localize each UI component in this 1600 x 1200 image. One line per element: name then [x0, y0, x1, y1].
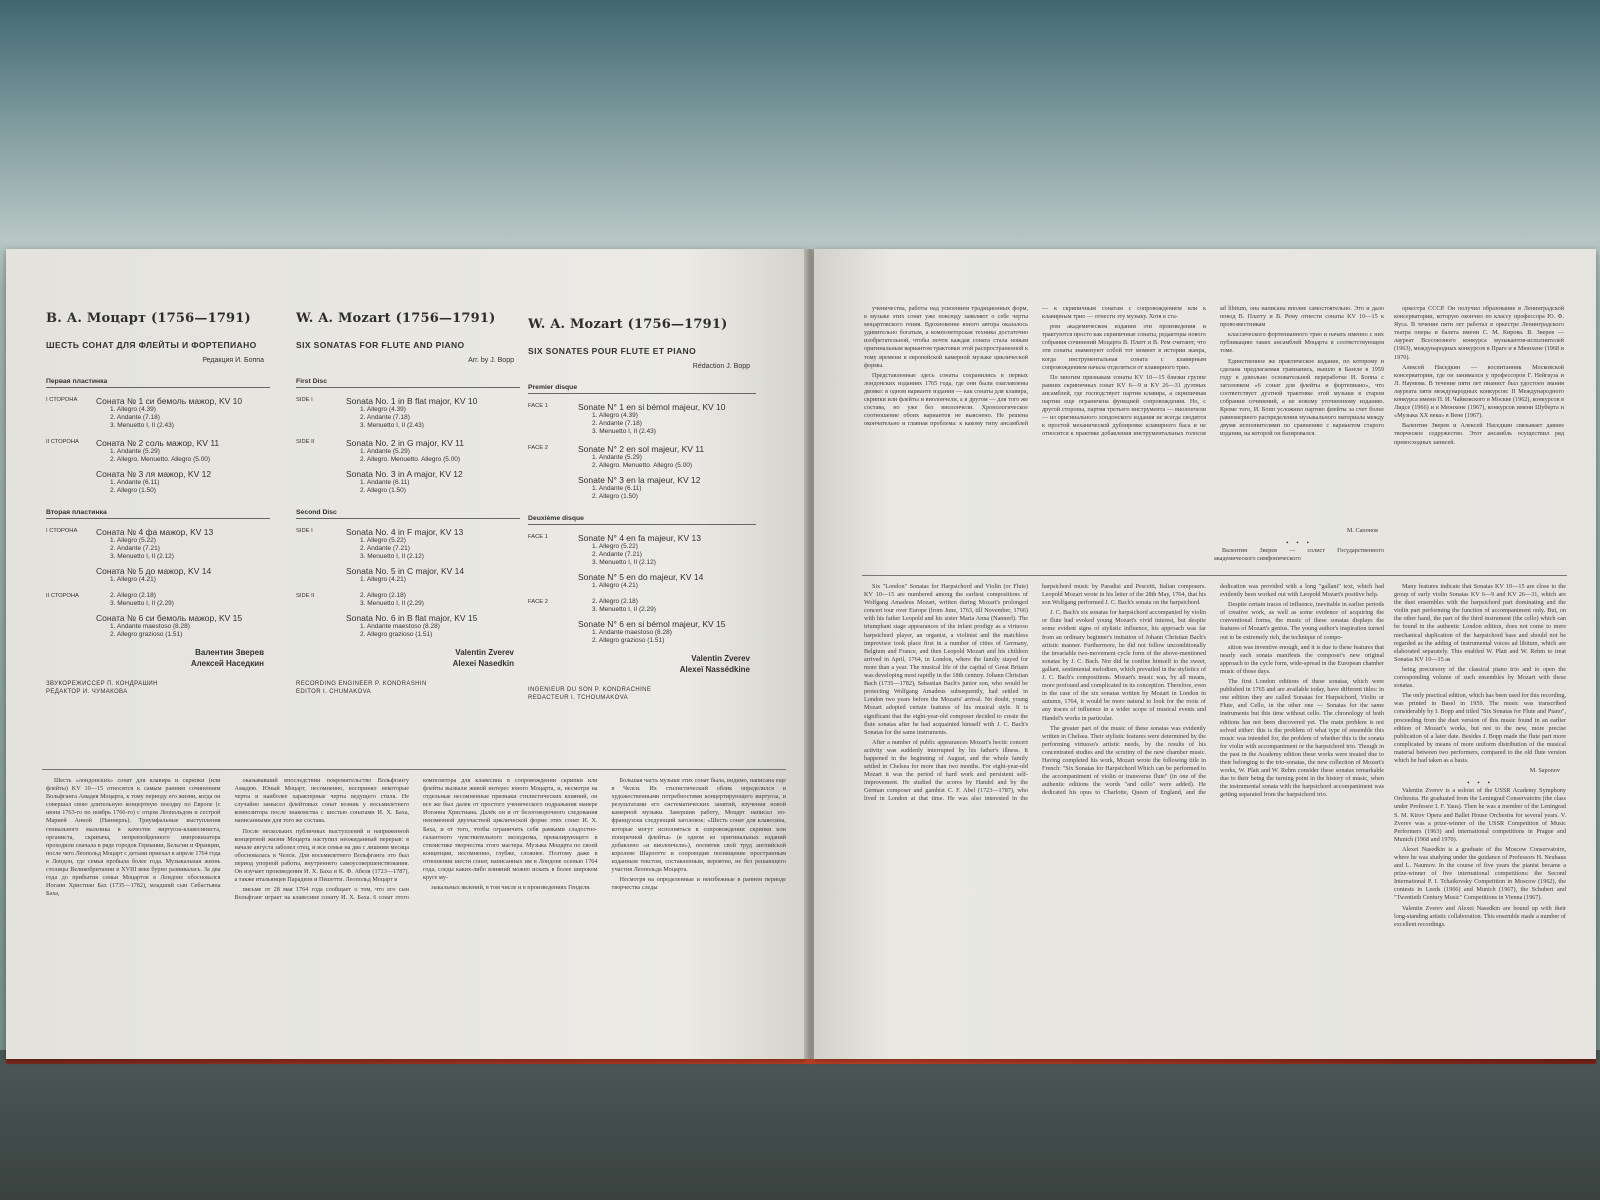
- movement: 2. Allegro grazioso (1.51): [360, 631, 433, 638]
- movement: 2. Allegro. Menuetto. Allegro (5.00): [592, 462, 693, 469]
- movement: 1. Andante maestoso (8.28): [592, 629, 672, 636]
- movement: 1. Allegro (4.39): [360, 406, 406, 413]
- sonata: [96, 438, 270, 464]
- movement: 2. Andante (7.21): [592, 551, 642, 558]
- disc-label: Second Disc: [296, 509, 520, 519]
- essay-paragraph: being precursory of the classical piano trio and to open the corresponding volume of such ensembles by Mozart with these sonatas.: [1394, 665, 1566, 690]
- movement: 2. Allegro (1.50): [592, 493, 638, 500]
- movement: 1. Allegro (5.22): [592, 543, 638, 550]
- bio-russian-col4: [1394, 305, 1564, 447]
- side-block: [296, 438, 520, 495]
- movement: 3. Menuetto I, II (2.43): [110, 422, 174, 429]
- sonata: [578, 572, 756, 590]
- sonata-title: Sonate N° 6 en si bémol majeur, KV 15: [578, 619, 726, 629]
- movement: 2. Allegro. Menuetto. Allegro (5.00): [360, 456, 461, 463]
- movement: 1. Andante (6.11): [360, 479, 410, 486]
- bio-paragraph: Алексей Наседкин — воспитанник Московской консерватории, где он занимался у профессоров Г. Нейгауза и Л. Наумова. В течение пяти лет пианист был удостоен звания лауреата пяти международных конкурсов: II Международного конкурса имени П. И. Чайковского в Москве (1962), конкурсов в Лидсе (1966) и в Мюнхене (1967), конкурсов имени Шуберта и «Музыка XX века» в Вене (1967).: [1394, 363, 1564, 420]
- side-label: SIDE I: [296, 397, 313, 403]
- essay-paragraph: Несмотря на определенные и неизбежные в раннем периоде творчества следы: [611, 876, 786, 892]
- movement: 1. Allegro (4.21): [110, 576, 156, 583]
- essay-paragraph: По многим признакам сонаты KV 10—15 близки группе ранних скрипичных сонат KV 6—9 и KV 26—31 дуэтных ансамблей, где господствует партия клавира, а скрипичная партия еще ограничена функцией сопровождения. Но, с другой стороны, партия третьего инструмента — виолончели — из оригинального лондонского издания не всегда сводится к простой механической дублировке клавирного баса и не относится к практике добавления инструментальных голосов ad libitum, она написана вполне самостоятельно. Это и дало повод В. Платту и В. Рему отнести сонаты KV 10—15 к провозвестникам: [1042, 305, 1384, 438]
- sonata: [96, 469, 270, 495]
- essay-paragraph: оказывавший впоследствии покровительство Вольфгангу Амадею. Юный Моцарт, несомненно, воспринял некоторые черты и наиболее характерные черты ведущего стиля. Не случайно замысел флейтовых сонат возник у восьмилетнего композитора после знакомства с шестью сонатами И. Х. Баха, написанными для того же состава.: [234, 777, 409, 825]
- side-block: [296, 592, 520, 639]
- movement: 1. Andante maestoso (8.28): [110, 623, 190, 630]
- essay-english: [864, 583, 1384, 1053]
- sonata: [346, 527, 520, 561]
- sonata-title: Соната № 2 соль мажор, KV 11: [96, 438, 220, 448]
- heading: W. A. Mozart (1756—1791): [296, 311, 496, 326]
- credit-line: REDACTEUR I. TCHOUMAKOVA: [528, 694, 629, 701]
- sonata: [578, 444, 756, 470]
- separator-dots: • • •: [1467, 779, 1493, 788]
- sonata: [346, 396, 520, 430]
- performers: [528, 653, 756, 675]
- essay-paragraph: письме от 28 мая 1764 года сообщает о том, что его сын Вольфганг играет на клавесине сонату И. Х. Баха. 6 сонат этого композитора для клавесина в сопровождении скрипки или флейты вызвали живой интерес юного Моцарта, и, несмотря на отдельные несомненные признаки стилистических влияний, он все же был далек от простого ученического подражания манере Иоганна Христиана. Далёк он и от безоговорочного следования неизменной двухчастной циклической форме этих сонат И. Х. Баха, и от того, чтобы ограничить себя рамками сладостно-галантного чувствительного мелодизма, превалирующего в стилистике творчества этого мастера. Музыка Моцарта по своей концепции, несомненно, глубже, сложнее. Поэтому даже в отношении шести сонат, написанных им в Лондоне осенью 1764 года, следы каких-либо влияний можно искать в более широком круге му-: [234, 777, 598, 902]
- movement: 2. Andante (7.18): [360, 414, 410, 421]
- movement: 2. Allegro (2.18): [360, 592, 406, 599]
- essay-paragraph: ученичества, работы над усвоением традиционных форм, в музыке этих сонат уже повсюду заявляют о себе черты моцартовского гения. Вдохновение юного автора оказалось удивительно богатым, а композиторская техника достаточно изобретательной, чтобы почти каждая соната стала новым оригинальным вариантом трактовки этой распространенной к тому времени в европейской камерной музыке циклической формы.: [864, 305, 1028, 369]
- essay-paragraph: The only practical edition, which has been used for this recording, was printed in Basel in 1959. The music was transcribed considerably by I. Bopp and titled "Six Sonatas for Flute and Piano", proceeding from the duet version of this music found in an earlier edition of Mozart's works, but not to the new, more precise publication of a later date. Besides J. Bopp made the flute part more complicated by means of more uniform distribution of the musical material between two performers, compared to the old flute version which he had taken as a basis.: [1394, 692, 1566, 764]
- credits: [46, 681, 270, 696]
- movement: 3. Menuetto I, II (2.29): [110, 600, 174, 607]
- bio-paragraph: Alexei Nasedkin is a graduate of the Moscow Conservatoire, where he was studying under the guidance of Professors H. Neuhaus and L. Naumov. In the course of five years the pianist became a prize-winner of five international competitions: the Second International P. I. Tchaikovsky Competition in Moscow (1962), the contests in Leeds (1966) and Munich (1967), the Schubert and "Twentieth Century Music" Competitions in Vienna (1967).: [1394, 845, 1566, 902]
- sonata: [578, 533, 756, 567]
- sonata: [578, 619, 756, 645]
- essay-paragraph: Большая часть музыки этих сонат была, видимо, написана еще в Челси. Их стилистический облик определился и художественными потребностями концертирующего виртуоза, и результатами его систематических занятий, изучения новой камерной музыки. Завершив работу, Моцарт написал по-французски следующий заголовок: «Шесть сонат для клавесина, которые могут исполняться в сопровождении скрипки или поперечной флейты» (в одном из оригинальных изданий добавлено «и виолончели»), посвятив свой труд английской королеве Шарлотте и сопроводив посвящение пространным изданным текстом, составленным, вероятно, не без решающего участия Леопольда Моцарта.: [611, 777, 786, 874]
- performers: [46, 647, 270, 669]
- bio-paragraph: Валентин Зверев и Алексей Наседкин связывает давнее творческое содружество. Этот ансамбль осуществил ряд превосходных записей.: [1394, 422, 1564, 446]
- movement: 2. Andante (7.21): [360, 545, 410, 552]
- sonata: [578, 402, 756, 436]
- sonata: [96, 396, 270, 430]
- russian-signature: М. Сапонов: [1346, 527, 1378, 534]
- discs: [46, 378, 270, 639]
- bio-russian: [1394, 305, 1564, 575]
- movement: 2. Andante (7.18): [110, 414, 160, 421]
- separator-dots: • • •: [1286, 539, 1312, 548]
- sonata-title: Соната № 1 си бемоль мажор, KV 10: [96, 396, 243, 406]
- side-label: I СТОРОНА: [46, 397, 78, 403]
- side-block: [528, 402, 756, 436]
- sonata-title: Sonate N° 3 en la majeur, KV 12: [578, 475, 701, 485]
- movement: 3. Menuetto I, II (2.29): [592, 606, 656, 613]
- essay-paragraph: Единственное же практическое издание, по которому и сделана предлагаемая грамзапись, вышло в Базеле в 1959 году в довольно основательной переработке И. Боппа с заголовком «6 сонат для флейты и фортепиано», что соответствует дуэтной трактовке этой музыки в старом собрании сочинений, а не новому уточненному изданию. Кроме того, И. Бопп усложнил партию флейты за счет более равномерного распределения музыкального материала между двумя исполнителями по сравнению с вариантом старого издания, на которой он базировался.: [1220, 357, 1384, 438]
- essay-paragraph: The first London editions of these sonatas, which were published in 1765 and are available today, have different titles: in one edition they are called Sonatas for Harpsichord, Violin or Flute, and Cello, in the other one — Sonatas for the same instruments but this time without cello. The chronology of both editions has not been discovered yet. The main problem is not solved either: this is the problem of what type of ensemble this music was intended for, the problem of whether this is the sonata for violin with accompaniment or the harpsichord trio. Though in the past in the Academy edition these works were treated due to their belonging to the trio-sonatas, the new collection of Mozart's works, W. Platt and W. Rehm consider these sonatas remarkable due to their being the turning point in the history of music, when the instrumental sonata with the harpsichord accompaniment was getting separated from the harpsichord trio.: [1220, 678, 1384, 799]
- sonata: [346, 469, 520, 495]
- sonata: [96, 566, 270, 584]
- side-block: [528, 533, 756, 590]
- movement: 2. Allegro grazioso (1.51): [592, 637, 665, 644]
- editor: Редакция И. Боппа: [202, 357, 264, 364]
- movement: 1. Andante (5.29): [110, 448, 160, 455]
- movement: 1. Andante (6.11): [110, 479, 160, 486]
- sonata-title: Sonata No. 2 in G major, KV 11: [346, 438, 464, 448]
- sonata-title: Соната № 5 до мажор, KV 14: [96, 566, 212, 576]
- bios: [1394, 787, 1566, 929]
- bio-paragraph: Valentin Zverev is a soloist of the USSR Academy Symphony Orchestra. He graduated from the Leningrad Conservatoire (the class under Professor I. F. Yaus). Then he was a member of the Leningrad S. M. Kirov Opera and Ballet House Orchestra for several years. V. Zverev was a prize-winner of the USSR Competition of Music Performers (1963) and international competitions in Prague and Munich (1968 and 1970).: [1394, 787, 1566, 843]
- credit-line: ЗВУКОРЕЖИССЕР П. КОНДРАШИН: [46, 681, 158, 687]
- sonata-title: Sonate N° 5 en do majeur, KV 14: [578, 572, 704, 582]
- sonata-title: Sonata No. 4 in F major, KV 13: [346, 527, 464, 537]
- sonata-title: Sonate N° 1 en si bémol majeur, KV 10: [578, 402, 726, 412]
- movement: 2. Allegro (1.50): [110, 487, 156, 494]
- essay-paragraph: sition was inventive enough, and it is due to these features that nearly each sonata manifests the composer's new original approach to the cycle form, wide-spread in the European chamber music of those days.: [1220, 643, 1384, 675]
- sonata-title: Sonata No. 1 in B flat major, KV 10: [346, 396, 478, 406]
- movement: 1. Andante maestoso (8.28): [360, 623, 440, 630]
- tracklist-english: [296, 311, 520, 696]
- movement: 2. Allegro. Menuetto. Allegro (5.00): [110, 456, 211, 463]
- subheading: ШЕСТЬ СОНАТ ДЛЯ ФЛЕЙТЫ И ФОРТЕПИАНО: [46, 340, 257, 350]
- russian-signature-block: [1214, 525, 1384, 575]
- movement: 2. Andante (7.21): [110, 545, 160, 552]
- movement: 3. Menuetto I, II (2.12): [592, 559, 656, 566]
- disc-label: Premier disque: [528, 384, 756, 394]
- left-page: [6, 249, 806, 1059]
- credit-line: RECORDING ENGINEER P. KONDRASHIN: [296, 681, 427, 687]
- credits: [296, 681, 520, 696]
- movement: 3. Menuetto I, II (2.43): [592, 428, 656, 435]
- sonata: [346, 566, 520, 584]
- heading: В. А. Моцарт (1756—1791): [46, 311, 251, 326]
- essay-russian: [46, 777, 786, 1052]
- performer-name: Valentin Zverev: [455, 648, 514, 657]
- discs: [296, 378, 520, 639]
- side-block: [528, 598, 756, 645]
- editor: Rédaction J. Bopp: [692, 363, 750, 370]
- side-label: II СТОРОНА: [46, 593, 79, 599]
- movement: 1. Allegro (4.21): [360, 576, 406, 583]
- essay-paragraph: Шесть «лондонских» сонат для клавира и скрипки (или флейты) KV 10—15 относятся к самым ранним сочинениям Вольфганга Амадея Моцарта, к тому периоду его жизни, когда он совершал свою длительную концертную поездку по Европе (с июня 1763-го по ноябрь 1766-го) с отцом Леопольдом и сестрой Марией Анной (Наннерль). Триумфальные выступления гениального мальчика в качестве виртуоза-клавесиниста, органиста, скрипача, непревзойденного импровизатора проходили сначала в ряде городов Германии, Бельгии и Франции, после чего Леопольд Моцарт с детьми приехал в апреле 1764 года в Лондон, где семья пробыла более года. Музыкальная жизнь столицы Великобритании в XVIII веке бурно развивалась. За два года до прибытия семьи Моцартов в Лондоне обосновался Иоганн Христиан Бах (1735—1782), младший сын Себастьяна Баха,: [46, 777, 221, 898]
- movement: 1. Allegro (4.39): [110, 406, 156, 413]
- essay-english-tail: [1394, 583, 1566, 765]
- essay-paragraph: Представленные здесь сонаты сохранились в первых лондонских изданиях 1765 года, где они были озаглавлены двояко: в одном варианте издания — как сонаты для клавира, скрипки или флейты и виолончели, а в другом — для того же состава, но уже без виолончели. Хронологическое соотношение обоих вариантов не выяснено. Не решена окончательно и главная проблема: к какому типу ансамблей — к скрипичным сонатам с сопровождением или к клавирным трио — отнести эту музыку. Хотя в ста-: [864, 305, 1206, 428]
- movement: 2. Andante (7.18): [592, 420, 642, 427]
- credit-line: EDITOR I. CHUMAKOVA: [296, 688, 372, 695]
- movement: 2. Allegro (2.18): [592, 598, 638, 605]
- side-label: SIDE II: [296, 593, 315, 599]
- movement: 2. Allegro (1.50): [360, 487, 406, 494]
- essay-paragraph: ром академическом издании эти произведения и трактуются просто как скрипичные сонаты, редакторы нового собрания сочинений Моцарта В. Платт и В. Рем считают, что эти сонаты знаменуют собой тот момент в истории жанра, когда инструментальная соната с клавирным сопровождением начала отделяться от клавирного трио.: [1042, 323, 1206, 371]
- movement: 3. Menuetto I, II (2.12): [360, 553, 424, 560]
- tracklist-russian: [46, 311, 270, 696]
- bio-paragraph: оркестра СССР. Он получил образование в Ленинградской консерватории, которую окончил по классу профессора Ю. Ф. Яуса. В течение пяти лет работал в оркестре Ленинградского театра оперы и балета имени С. М. Кирова. В. Зверев — лауреат Всесоюзного конкурса музыкантов-исполнителей (1963), международных конкурсов в Праге и в Мюнхене (1968 и 1970).: [1394, 305, 1564, 361]
- side-label: I СТОРОНА: [46, 528, 78, 534]
- side-label: FACE 1: [528, 403, 548, 409]
- side-label: II СТОРОНА: [46, 439, 79, 445]
- side-label: SIDE I: [296, 528, 313, 534]
- sonata-title: Соната № 3 ля мажор, KV 12: [96, 469, 212, 479]
- sonata: [578, 598, 756, 614]
- performer-name: Валентин Зверев: [195, 648, 264, 657]
- english-bios: [1394, 583, 1566, 1053]
- divider-rule: [42, 769, 786, 770]
- sonata-title: Sonate N° 4 en fa majeur, KV 13: [578, 533, 701, 543]
- sonata: [96, 592, 270, 608]
- russian-bio-zverev: Валентин Зверев — солист Государственного академического симфонического: [1214, 547, 1384, 563]
- sonata-title: Sonata No. 5 in C major, KV 14: [346, 566, 465, 576]
- side-block: [46, 527, 270, 584]
- side-block: [296, 527, 520, 584]
- movement: 3. Menuetto I, II (2.12): [110, 553, 174, 560]
- side-block: [528, 444, 756, 501]
- sonata: [96, 527, 270, 561]
- side-block: [46, 438, 270, 495]
- essay-paragraph: Six "London" Sonatas for Harpsichord and Violin (or Flute) KV 10—15 are numbered among the earliest compositions of Wolfgang Amadeus Mozart, written during Mozart's prolonged concert tour over Europe (from June, 1763, till November, 1766) with his father Leopold and his sister Maria Anna (Nannerl). The triumphant stage appearances of the infant prodigy as a virtuoso harpsichord player, an organist, a violinist and the matchless improvisor took place first in a number of cities of Germany, Belgium and France, and then Leopold Mozart and his children arrived in April, 1764, in London, where the family stayed for more than a year. The musical life of the capital of Great Britain was developing most rapidly in the 18th century. Johann Christian Bach (1735—1782), Sebastian Bach's junior son, who would be protecting Wolfgang Amadeus subsequently, had settled in London two years before the Mozarts' arrival. No doubt, young Mozart adopted certain features of his musical style. It is significant that the eight-year-old composer decided to create the flute sonatas after he had acquainted himself with J. C. Bach's Sonatas for the same instruments.: [864, 583, 1028, 736]
- divider-rule: [862, 575, 1567, 576]
- sonata-title: Sonate N° 2 en sol majeur, KV 11: [578, 444, 705, 454]
- subheading: SIX SONATAS FOR FLUTE AND PIANO: [296, 340, 465, 350]
- sonata: [346, 613, 520, 639]
- editor: Arr. by J. Bopp: [468, 357, 514, 364]
- discs: [528, 384, 756, 645]
- movement: 1. Andante (5.29): [592, 454, 642, 461]
- side-block: [46, 396, 270, 430]
- disc-label: Deuxième disque: [528, 515, 756, 525]
- performer-name: Valentin Zverev: [691, 654, 750, 663]
- disc-label: Первая пластинка: [46, 378, 270, 388]
- essay-paragraph: зыкальных явлений, в том числе и в произведениях Генделя.: [431, 884, 591, 892]
- side-label: FACE 2: [528, 445, 548, 451]
- side-block: [46, 592, 270, 639]
- disc-label: First Disc: [296, 378, 520, 388]
- movement: 2. Allegro (2.18): [110, 592, 156, 599]
- subheading: SIX SONATES POUR FLUTE ET PIANO: [528, 346, 697, 356]
- table-surface: [0, 1050, 1600, 1200]
- heading: W. A. Mozart (1756—1791): [528, 317, 728, 332]
- credit-line: РЕДАКТОР И. ЧУМАКОВА: [46, 688, 128, 695]
- essay-paragraph: Despite certain traces of influence, inevitable in earlier periods of creative work, as well as some evidence of acquiring the conventional forms, the music of these sonatas displays the features of Mozart's genius. The young author's inspiration turned out to be extremely rich, the technique of compo-: [1220, 601, 1384, 641]
- performers: [296, 647, 520, 669]
- tracklist-french: [528, 317, 756, 702]
- sonata: [578, 475, 756, 501]
- essay-paragraph: классического фортепианного трио и начать именно с них публикацию таких ансамблей Моцарта в соответствующем томе.: [1220, 331, 1384, 355]
- performer-name: Alexeï Nassédkine: [679, 665, 750, 674]
- movement: 1. Allegro (5.22): [360, 537, 406, 544]
- sonata: [346, 438, 520, 464]
- movement: 1. Andante (5.29): [360, 448, 410, 455]
- essay-paragraph: The greater part of the music of these sonatas was evidently written in Chelsea. Their stylistic features were determined by the performing virtuoso's artistic needs, by the results of his concentrated studies and the scrutiny of the new chamber music. Having completed his work, Mozart wrote the following title in French: "Six Sonatas for Harpsichord Which can be performed to the accompaniment of violin or transverse flute" (in one of the authentic editions the words "and cello" were added). He dedicated his opus to Charlotte, Queen of England, and the dedication was provided with a long "gallant" text, which had evidently been worked out with Leopold Mozart's positive help.: [1042, 583, 1384, 797]
- performer-name: Алексей Наседкин: [190, 659, 264, 668]
- movement: 3. Menuetto I, II (2.43): [360, 422, 424, 429]
- sonata-title: Соната № 4 фа мажор, KV 13: [96, 527, 214, 537]
- movement: 3. Menuetto I, II (2.29): [360, 600, 424, 607]
- essay-paragraph: After a number of public appearances Mozart's hectic concert activity was suddenly interrupted by his father's illness. It happened in the beginning of August, and the whole family settled in Chelsea for more than two months. For eight-year-old Mozart it was the period of hard work and persistent self-improvement. He studied the scores by Handel and by the German composer and gambist C. F. Abel (1723—1787), who lived in London at that time. He was also interested in the harpsichord music by Paradisi and Pescetti, Italian composers. Leopold Mozart wrote in his letter of the 28th May, 1764, that his son Wolfgang performed J. C. Bach's sonata on the harpsichord.: [864, 583, 1206, 803]
- right-page: [814, 249, 1596, 1059]
- sonata-title: Sonata No. 3 in A major, KV 12: [346, 469, 463, 479]
- sonata-title: Sonata No. 6 in B flat major, KV 15: [346, 613, 478, 623]
- sonata: [96, 613, 270, 639]
- essay-paragraph: J. C. Bach's six sonatas for harpsichord accompanied by violin or flute had evoked young Mozart's vivid interest, but despite some evident signs of stylistic influence, his approach was far from an ordinary beginner's imitation of Johann Christian Bach's artistic manner. Furthermore, he did not follow unconditionally the invariable two-movement cycle form of the above-mentioned sonatas by J. C. Bach. Nor did he confine himself to the sweet, gallant, sentimental melodism, which prevailed in the stylistics of J. C. Bach's compositions. Mozart's music was, by all means, more profound and complicated in its conception. Therefore, even in the case of the six sonatas written by Mozart in London in autumn, 1764, it would be more natural to look for the roots of any traces of influence in a wider scope of musical events and Handel's works in particular.: [1042, 609, 1206, 722]
- movement: 1. Andante (6.11): [592, 485, 642, 492]
- essay-paragraph: После нескольких публичных выступлений и напряженной концертной жизни Моцарта наступил неожиданный перерыв: в начале августа заболел отец, и вся семья на два с лишним месяца обосновалась в Челси. Для восьмилетнего Вольфганга это был период упорной работы, внутреннего самоусовершенствования. Он изучает произведения И. Х. Баха и К. Ф. Абеля (1723—1787), а также итальянцев Парадизи и Пешетти. Леопольд Моцарт в: [234, 827, 409, 884]
- side-label: FACE 1: [528, 534, 548, 540]
- sonata-title: Соната № 6 си бемоль мажор, KV 15: [96, 613, 243, 623]
- movement: 2. Allegro grazioso (1.51): [110, 631, 183, 638]
- side-label: SIDE II: [296, 439, 315, 445]
- movement: 1. Allegro (5.22): [110, 537, 156, 544]
- performer-name: Alexei Nasedkin: [452, 659, 514, 668]
- movement: 1. Allegro (4.21): [592, 582, 638, 589]
- credit-line: INGENIEUR DU SON P. KONDRACHINE: [528, 687, 652, 693]
- credits: [528, 687, 756, 702]
- movement: 1. Allegro (4.39): [592, 412, 638, 419]
- sonata: [346, 592, 520, 608]
- side-label: FACE 2: [528, 599, 548, 605]
- bio-paragraph: Valentin Zverev and Alexei Nasedkin are bound up with their long-standing artistic collaboration. This ensemble made a number of excellent recordings.: [1394, 904, 1566, 928]
- english-signature: M. Saponov: [1529, 767, 1560, 775]
- disc-label: Вторая пластинка: [46, 509, 270, 519]
- side-block: [296, 396, 520, 430]
- essay-paragraph: Many features indicate that Sonatas KV 10—15 are close to the group of early violin Sonatas KV 6—9 and KV 26—31, which are the duet ensembles with the harpsichord part dominating and the violin part performing the function of accompaniment only. But, on the other hand, the part of the third instrument (the cello) which can be found in the authentic London edition, does not come to mere mechanical duplication of the harpsichord bass and should not be regarded as the adding of instrumental voices ad libitum, which are elaborated separately. This enabled W. Platt and W. Rehm to treat Sonatas KV 10—15 as: [1394, 583, 1566, 663]
